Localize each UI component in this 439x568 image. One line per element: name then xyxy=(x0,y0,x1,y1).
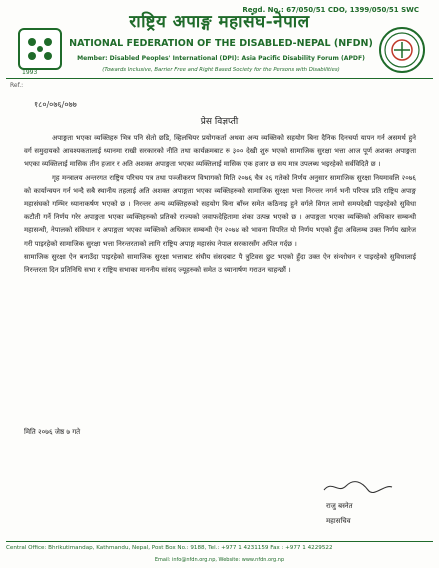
footer-divider xyxy=(6,541,433,542)
signatory-title: महासचिव xyxy=(326,517,351,525)
ref-label: Ref.: xyxy=(10,82,24,89)
letter-date: मिति २०७६ जेष्ठ ७ गते xyxy=(24,428,81,436)
figures-logo-icon xyxy=(23,34,57,64)
organization-name-nepali: राष्ट्रिय अपाङ्ग महासंघ-नेपाल xyxy=(129,12,310,32)
registration-number: Regd. No.: 67/050/51 CDO, 1399/050/51 SWC xyxy=(242,6,419,14)
header-divider xyxy=(6,78,433,79)
logo-year: 1993 xyxy=(22,69,38,76)
signatory-name: राजु बस्नेत xyxy=(326,502,353,510)
nfdn-seal-right xyxy=(379,27,425,73)
letter-body xyxy=(24,132,416,277)
paragraph: सामाजिक सुरक्षा ऐन बनाउँदा पाइरहेको सामाजिक सुरक्षा भत्ताबाट संघीय संसदबाट पै त्रुटिवस छुट भएको हुँदा उक्त ऐन संन्शोधन र पाइरहेको सुविधालाई निरन्तरता दिन प्रतिनिधि सभा र राष्ट्रिय सभाका माननीय सांसद ज्यूहरुको समेत उ ध्यानार्षण गराउन चाहन्छौं । xyxy=(24,252,416,275)
nfdn-logo-left xyxy=(18,28,62,70)
tagline: (Towards Inclusive, Barrier Free and Right Based Society for the Persons with Disabilities) xyxy=(102,67,340,73)
paragraph: गृह मन्त्रालय अन्तरगत राष्ट्रिय परिचय पत्र तथा पञ्जीकरण विभागको मिति २०७६ चैत्र २६ गतेको निर्णय अनुसार सामाजिक सुरक्षा नियमावलि २०७६ को कार्यान्वयन गर्न भन्दै सबै स्थानीय तहलाई अति अशक्त अपाङ्गता भएका व्यक्तिहरुको सामाजिक सुरक्षा भत्ता निरन्तर नगर्न भनी परिपत्र प्रति राष्ट्रिय अपाङ्ग महासंघको गम्भिर ध्यानाकर्षण भएको छ । निरन्तर अन्य व्यक्तिहरुको सहयोग बिना बाँच्न समेत कठिनाइ हुने वर्गले विगत लामो समयदेखी पाइरहेको सुविधा कटौती गर्ने निर्णय गरेर अपाङ्गता भएका व्यक्तिहरुको प्रतिको राज्यको जवाफदेहितामा शंका उत्पन्न भएको छ । अपाङ्गता भएका व्यक्तिको अधिकार सम्बन्धी महासन्धी, नेपालको संविधान र अपाङ्गता भएका व्यक्तिको अधिकार सम्बन्धी ऐन २०७४ को भावना विपरित यो निर्णय भएको हुँदा अविलम्ब उक्त निर्णय खारेज गरी पाइरहेको सामाजिक सुरक्षा भत्ता निरन्तरताको लागि राष्ट्रिय अपाङ्ग महासंघ नेपाल सरकारसँग अपिल गर्दछ । xyxy=(24,173,416,248)
organization-name-english: NATIONAL FEDERATION OF THE DISABLED-NEPAL (NFDN) xyxy=(69,38,373,49)
membership-line: Member: Disabled Peoples' International (DPI): Asia Pacific Disability Forum (APDF) xyxy=(77,55,365,62)
footer-contact: Email: info@nfdn.org.np, Website: www.nfdn.org.np xyxy=(154,557,285,563)
paragraph: अपाङ्गता भएका व्यक्तिहरु भित्र पनि सेतो छडि, व्हिलचियर प्रयोगकर्ता अथवा अन्य व्यक्तिको सहयोग बिना दैनिक दिनचर्या यापन गर्न असमर्थ हुने वर्ग समुदायको आवश्यकतालाई ध्यानमा राखी सरकारको नीति तथा कार्यक्रमबाट रु ३०० देखी शुरु भएको सामाजिक सुरक्षा भत्ता आज पूर्ण अशक्त अपाङ्गता भएका व्यक्तिलाई मासिक तीन हजार र अति अशक्त अपाङ्गता भएका व्यक्तिलाई मासिक एक हजार छ सय मात्र उपलब्ध भइरहेको सर्वविदितै छ । xyxy=(24,134,416,169)
seal-icon xyxy=(383,31,421,69)
press-release-heading: प्रेस विज्ञप्ती xyxy=(200,117,239,127)
handwritten-signature xyxy=(318,478,398,496)
footer-address: Central Office: Bhrikutimandap, Kathmandu, Nepal, Post Box No.: 9188, Tel.: +977 1 4231159 Fax : +977 1 4229522 xyxy=(6,545,333,551)
reference-number: १८०/०७६/०७७ xyxy=(34,100,77,109)
